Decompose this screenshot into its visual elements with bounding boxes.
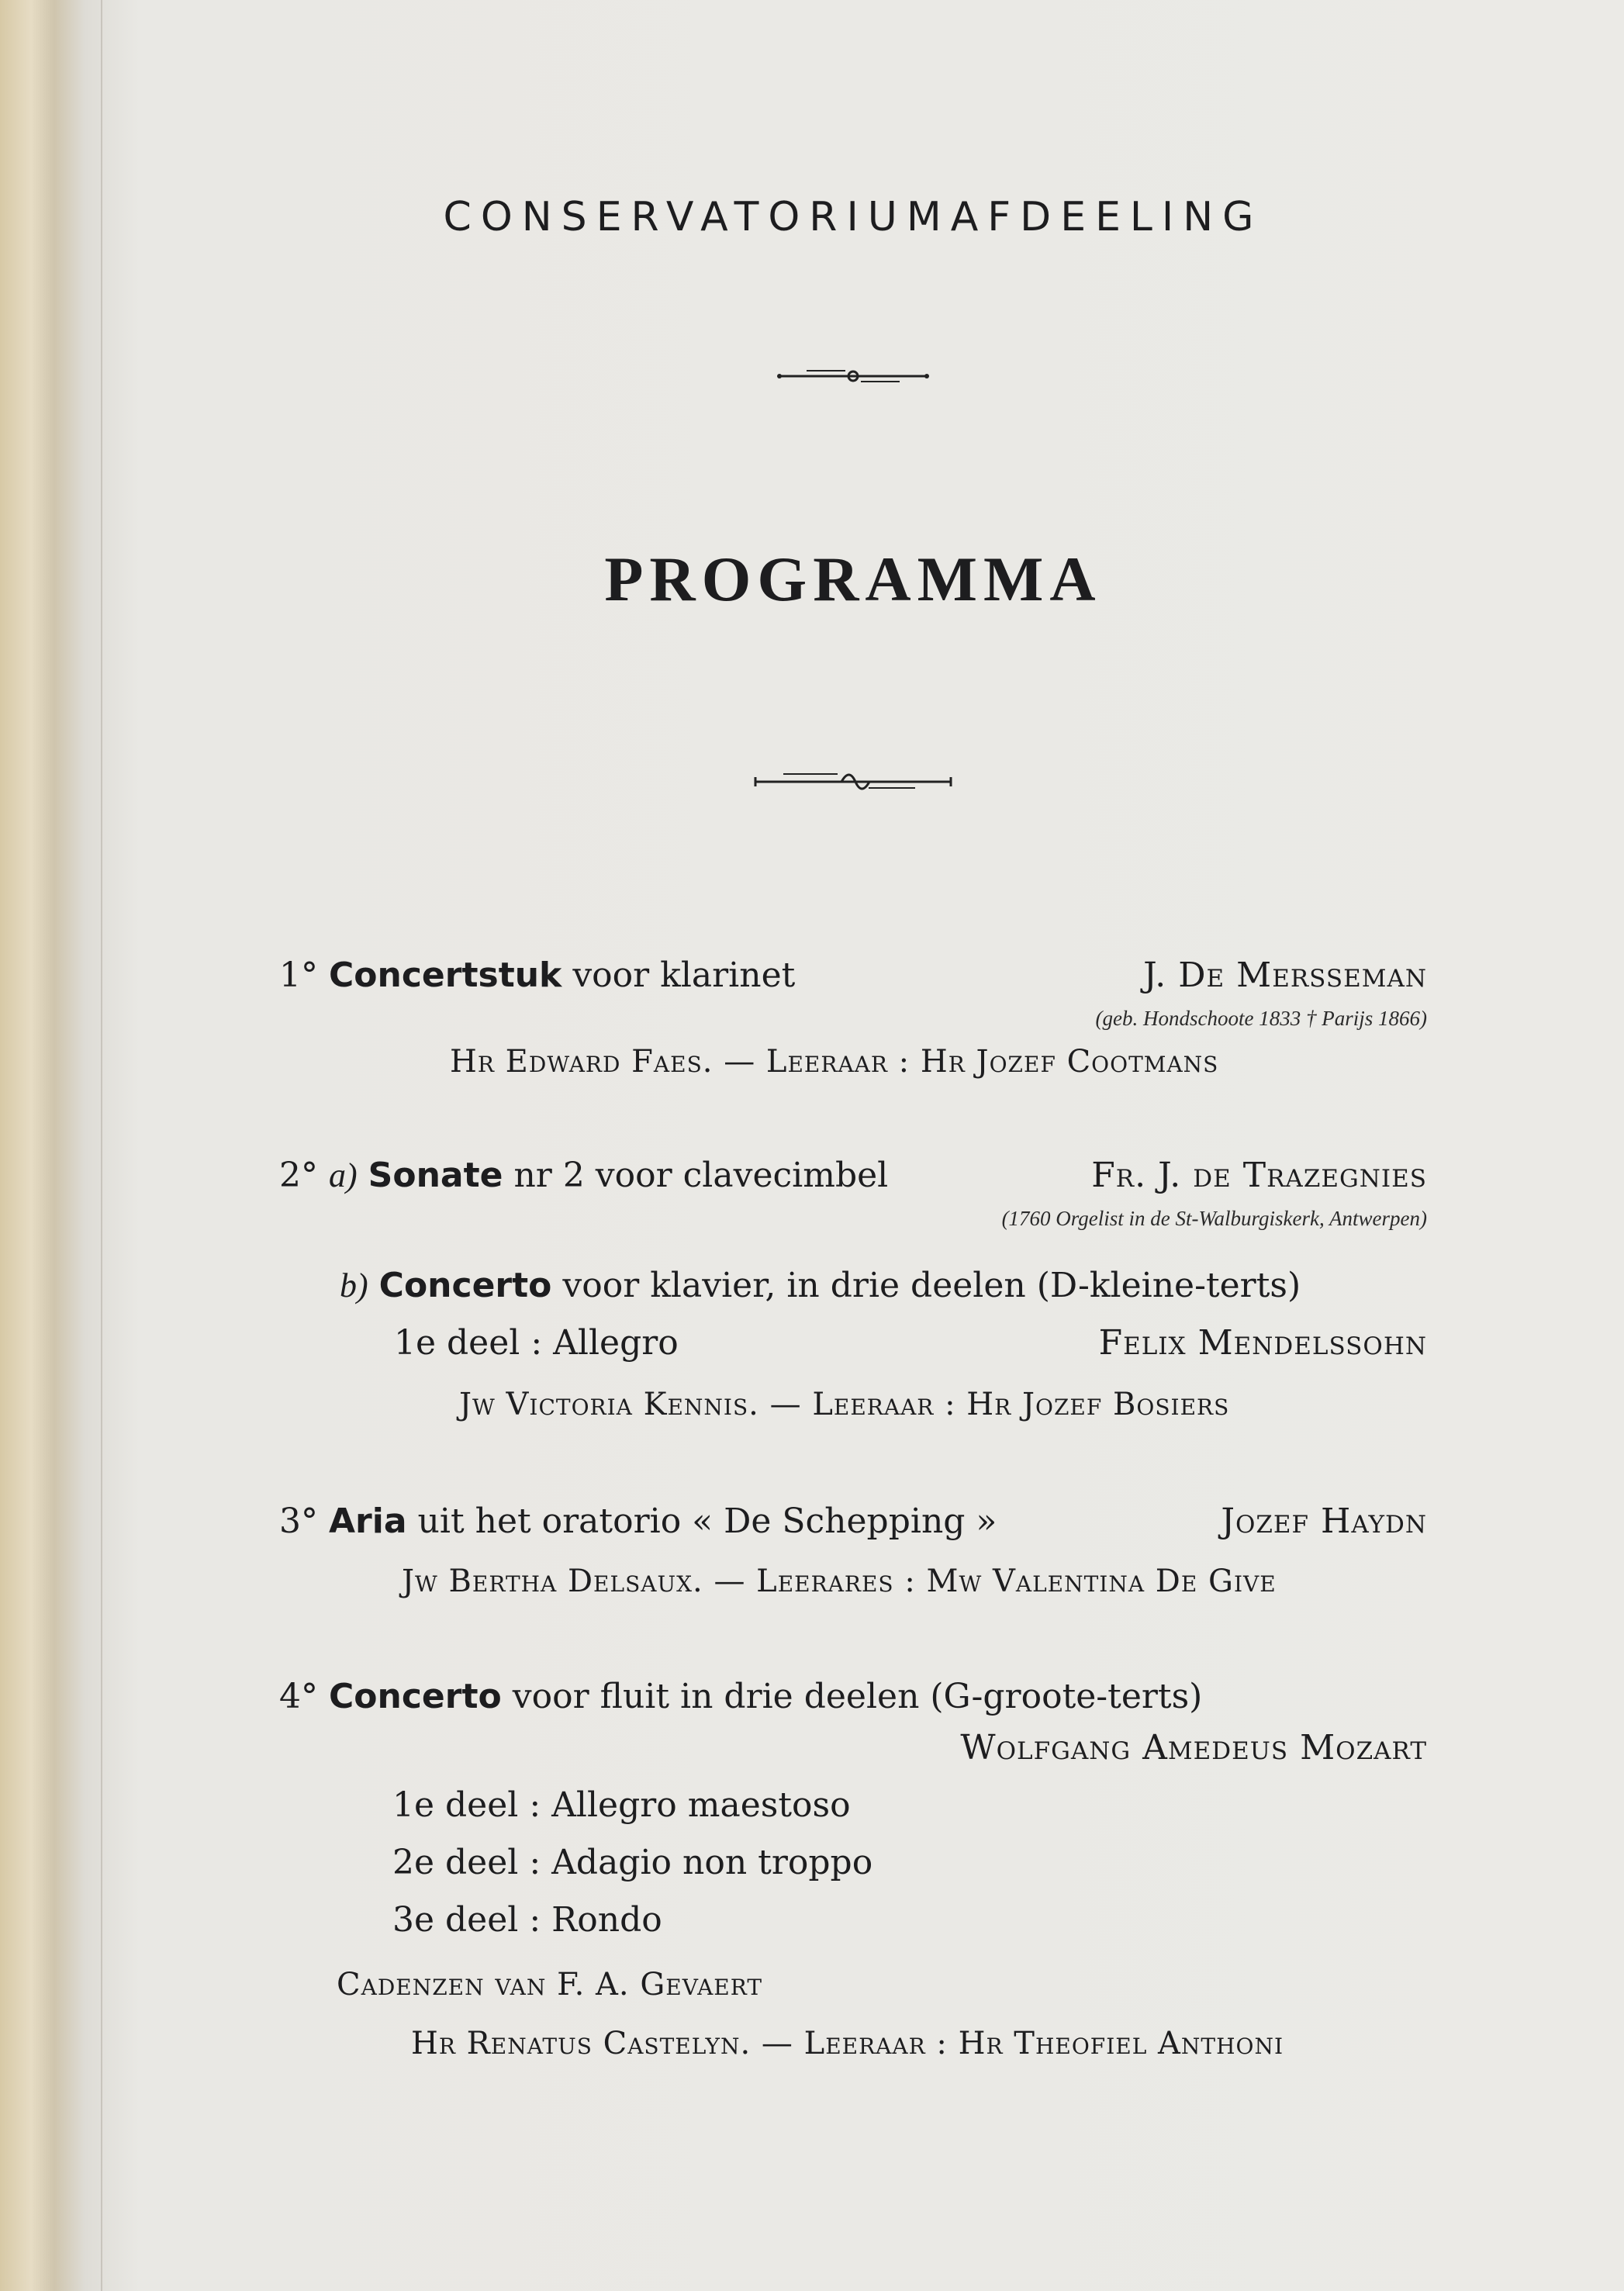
item-4-cadenzas: Cadenzen van F. A. Gevaert [337,1967,762,2002]
item-3-line [279,1501,997,1541]
item-2a-letter: a) [329,1156,358,1194]
item-2a-composer: Fr. J. de Trazegnies [1091,1156,1427,1195]
ornament-divider-bottom [752,768,954,791]
item-1-performer: Hr Edward Faes. — Leeraar : Hr Jozef Cootmans [450,1044,1219,1080]
item-1-work-title: Concertstuk [329,955,562,995]
item-1-line [279,955,795,995]
item-2b-letter: b) [340,1266,368,1304]
item-1-number: 1° [279,955,318,995]
item-4-movement-2: 2e deel : Adagio non troppo [392,1843,873,1882]
item-3-work-title: Aria [329,1501,407,1541]
item-2a-work-title: Sonate [368,1156,503,1195]
item-2-number: 2° [279,1156,318,1195]
item-2a-work-detail: nr 2 voor clavecimbel [513,1156,889,1195]
item-4-movement-1: 1e deel : Allegro maestoso [392,1785,851,1825]
item-1-composer: J. De Mersseman [1143,955,1427,995]
department-heading: CONSERVATORIUMAFDEELING [443,194,1263,240]
item-2b-composer: Felix Mendelssohn [1098,1323,1427,1363]
item-2a-composer-note: (1760 Orgelist in de St-Walburgiskerk, Antwerpen) [1001,1207,1427,1230]
item-4-movement-3: 3e deel : Rondo [392,1900,662,1940]
item-4-line [279,1677,1202,1716]
item-4-number: 4° [279,1677,318,1716]
ornament-divider-top [776,365,931,388]
item-2-line [279,1156,888,1195]
item-4-work-title: Concerto [329,1677,502,1716]
item-2b-work-title: Concerto [378,1266,552,1305]
item-3-work-detail: uit het oratorio « De Schepping » [417,1501,997,1541]
item-4-composer: Wolfgang Amedeus Mozart [960,1728,1427,1767]
item-3-composer: Jozef Haydn [1221,1501,1427,1541]
item-3-number: 3° [279,1501,318,1541]
item-2-performer: Jw Victoria Kennis. — Leeraar : Hr Jozef Bosiers [459,1387,1230,1422]
item-2b-line [340,1266,1301,1305]
item-2b-movement: 1e deel : Allegro [394,1323,679,1363]
item-4-work-detail: voor fluit in drie deelen (G-groote-terts) [512,1677,1203,1716]
item-1-composer-note: (geb. Hondschoote 1833 † Parijs 1866) [1095,1007,1427,1030]
item-3-performer: Jw Bertha Delsaux. — Leerares : Mw Valentina De Give [402,1564,1277,1599]
binding-edge [101,0,102,2291]
item-4-performer: Hr Renatus Castelyn. — Leeraar : Hr Theofiel Anthoni [411,2026,1284,2061]
page-title: PROGRAMMA [604,544,1102,614]
item-2b-work-detail: voor klavier, in drie deelen (D-kleine-terts) [562,1266,1301,1305]
item-1-work-detail: voor klarinet [572,955,796,995]
